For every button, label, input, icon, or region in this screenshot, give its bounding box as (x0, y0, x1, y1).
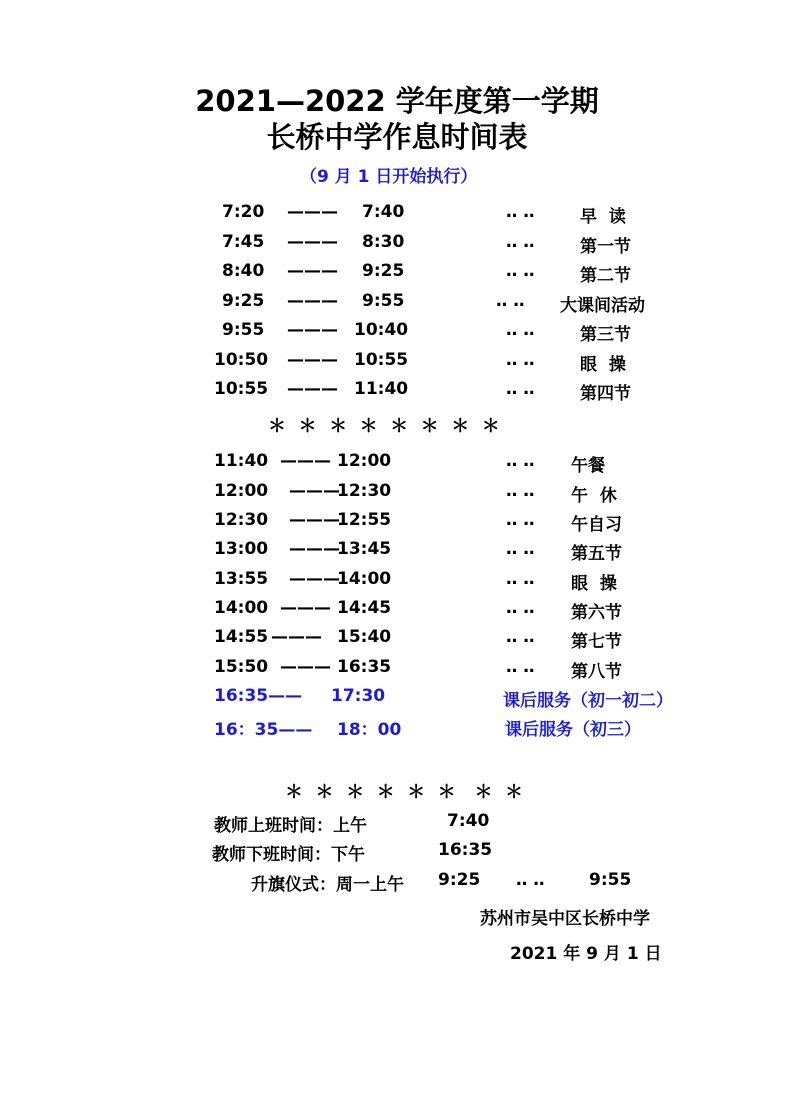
flag-ceremony-row (0, 870, 794, 894)
period-name: 早 读 (580, 207, 626, 227)
end-time: 14:45 (337, 598, 392, 618)
end-time: 18：00 (337, 720, 402, 740)
period-name: 午自习 (571, 515, 622, 535)
time-dash: ——— (287, 320, 338, 340)
time-dash: ——— (280, 451, 331, 471)
schedule-row (0, 569, 794, 593)
flag-ceremony-label: 升旗仪式：周一上午 (251, 875, 404, 895)
time-dash: ——— (280, 657, 331, 677)
start-time: 8:40 (222, 261, 265, 281)
period-name: 眼 操 (580, 355, 626, 375)
separator: ‥ ‥ (506, 627, 535, 647)
teacher-on-label: 教师上班时间：上午 (214, 816, 367, 836)
start-time: 12:30 (214, 510, 269, 530)
period-name: 眼 操 (571, 574, 617, 594)
start-time: 10:55 (214, 379, 269, 399)
effective-date-note: （9 月 1 日开始执行） (300, 167, 478, 187)
start-time: 7:45 (222, 232, 265, 252)
time-dash: ——— (280, 598, 331, 618)
end-time: 17:30 (331, 686, 386, 706)
teacher-on-time: 7:40 (447, 811, 490, 831)
start-time: 11:40 (214, 451, 269, 471)
start-time: 7:20 (222, 202, 265, 222)
schedule-row (0, 320, 794, 344)
separator: ‥ ‥ (506, 657, 535, 677)
end-time: 8:30 (362, 232, 405, 252)
separator: ‥ ‥ (506, 569, 535, 589)
end-time: 10:40 (354, 320, 409, 340)
end-time: 15:40 (337, 627, 392, 647)
start-time: 9:25 (222, 291, 265, 311)
end-time: 16:35 (337, 657, 392, 677)
flag-start-time: 9:25 (438, 870, 481, 890)
time-dash: ——— (271, 627, 322, 647)
separator: ‥ ‥ (506, 451, 535, 471)
separator: ‥ ‥ (496, 291, 525, 311)
start-time: 15:50 (214, 657, 269, 677)
period-name: 第五节 (571, 544, 622, 564)
school-signature: 苏州市吴中区长桥中学 (480, 909, 650, 929)
after-school-row (0, 686, 794, 710)
end-time: 11:40 (354, 379, 409, 399)
time-dash: ——— (289, 539, 340, 559)
time-dash: ——— (289, 481, 340, 501)
schedule-row (0, 291, 794, 315)
schedule-row (0, 350, 794, 374)
after-school-row (0, 715, 794, 739)
start-time: 12:00 (214, 481, 269, 501)
time-dash: ——— (287, 291, 338, 311)
schedule-row (0, 657, 794, 681)
separator: ‥ ‥ (506, 510, 535, 530)
start-time: 13:55 (214, 569, 269, 589)
period-name: 第七节 (571, 632, 622, 652)
period-name: 午 休 (571, 486, 617, 506)
star-divider: ＊ ＊ ＊ ＊ ＊ ＊ ＊ ＊ (268, 416, 500, 437)
page-title: 2021—2022 学年度第一学期 (195, 84, 599, 118)
start-time: 10:50 (214, 350, 269, 370)
time-dash: ——— (287, 350, 338, 370)
end-time: 10:55 (354, 350, 409, 370)
end-time: 9:25 (362, 261, 405, 281)
start-time: 16:35—— (214, 686, 303, 706)
period-name: 第二节 (580, 266, 631, 286)
start-time: 14:55 (214, 627, 269, 647)
schedule-row (0, 539, 794, 563)
service-name: 课后服务（初三） (505, 720, 641, 740)
period-name: 午餐 (571, 456, 605, 476)
schedule-row (0, 627, 794, 651)
teacher-off-time: 16:35 (438, 840, 493, 860)
start-time: 13:00 (214, 539, 269, 559)
schedule-row (0, 598, 794, 622)
separator: ‥ ‥ (506, 320, 535, 340)
time-dash: ——— (287, 261, 338, 281)
period-name: 第四节 (580, 384, 631, 404)
schedule-row (0, 202, 794, 226)
start-time: 16：35—— (214, 720, 313, 740)
separator: ‥ ‥ (506, 598, 535, 618)
end-time: 13:45 (337, 539, 392, 559)
schedule-row (0, 261, 794, 285)
star-divider: ＊ ＊ ＊ ＊ ＊ ＊ ＊ ＊ (285, 782, 523, 803)
separator: ‥ ‥ (506, 261, 535, 281)
separator: ‥ ‥ (506, 232, 535, 252)
start-time: 9:55 (222, 320, 265, 340)
time-dash: ——— (287, 379, 338, 399)
flag-end-time: 9:55 (589, 870, 632, 890)
service-name: 课后服务（初一初二） (503, 691, 673, 711)
separator: ‥ ‥ (506, 202, 535, 222)
teacher-on-duty-row (0, 811, 794, 835)
schedule-row (0, 379, 794, 403)
schedule-row (0, 510, 794, 534)
end-time: 9:55 (362, 291, 405, 311)
period-name: 第三节 (580, 325, 631, 345)
end-time: 7:40 (362, 202, 405, 222)
schedule-row (0, 451, 794, 475)
start-time: 14:00 (214, 598, 269, 618)
end-time: 12:55 (337, 510, 392, 530)
time-dash: ——— (287, 202, 338, 222)
schedule-row (0, 481, 794, 505)
end-time: 14:00 (337, 569, 392, 589)
time-dash: ——— (287, 232, 338, 252)
teacher-off-label: 教师下班时间：下午 (212, 845, 365, 865)
separator: ‥ ‥ (506, 539, 535, 559)
issue-date: 2021 年 9 月 1 日 (510, 944, 662, 964)
period-name: 大课间活动 (560, 296, 645, 316)
time-dash: ——— (289, 510, 340, 530)
period-name: 第六节 (571, 603, 622, 623)
page-subtitle-school: 长桥中学作息时间表 (266, 120, 528, 154)
end-time: 12:30 (337, 481, 392, 501)
separator: ‥ ‥ (506, 481, 535, 501)
separator: ‥ ‥ (506, 350, 535, 370)
period-name: 第一节 (580, 237, 631, 257)
separator: ‥ ‥ (516, 870, 545, 890)
separator: ‥ ‥ (506, 379, 535, 399)
schedule-row (0, 232, 794, 256)
teacher-off-duty-row (0, 840, 794, 864)
time-dash: ——— (289, 569, 340, 589)
period-name: 第八节 (571, 662, 622, 682)
end-time: 12:00 (337, 451, 392, 471)
